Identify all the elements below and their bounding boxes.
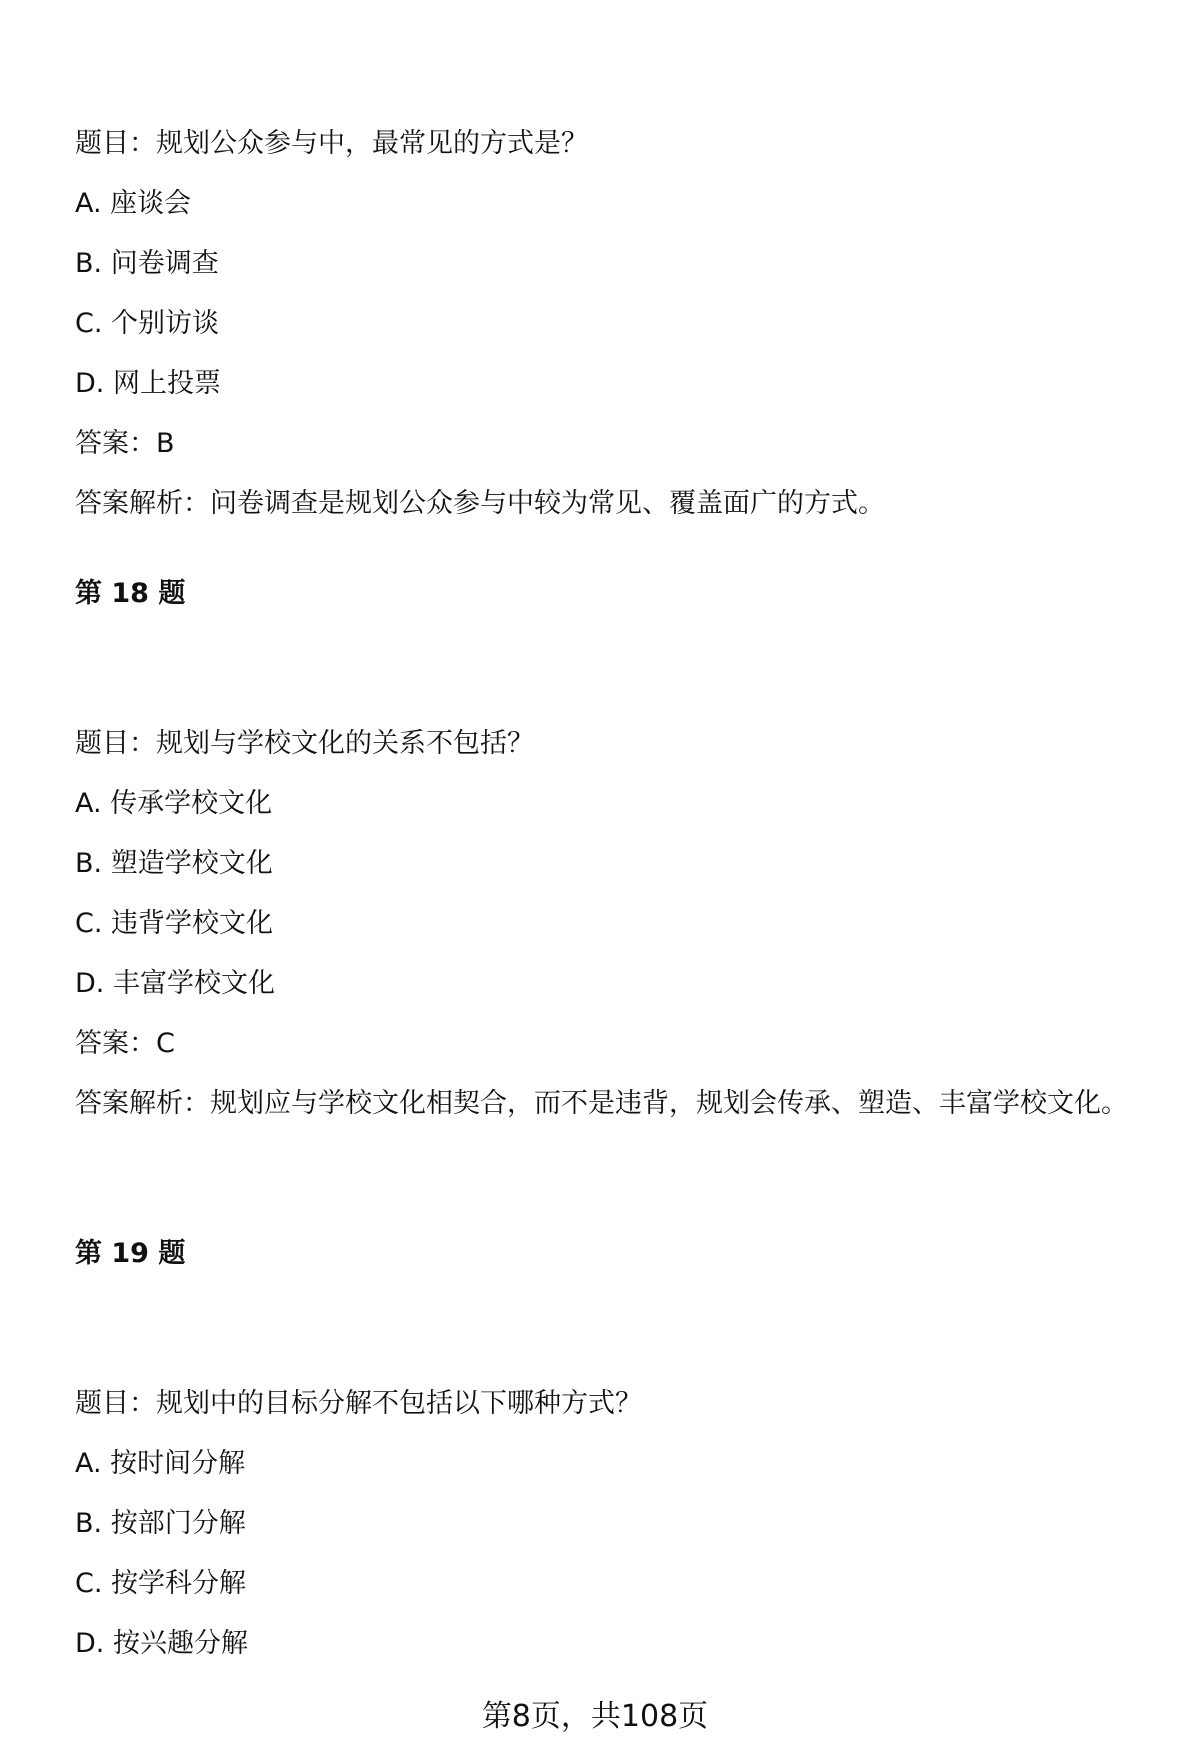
question-17-option-b: B. 问卷调查 bbox=[75, 248, 219, 279]
question-18-option-b: B. 塑造学校文化 bbox=[75, 848, 273, 879]
question-18-option-c: C. 违背学校文化 bbox=[75, 908, 274, 939]
question-18-analysis: 答案解析：规划应与学校文化相契合，而不是违背，规划会传承、塑造、丰富学校文化。 bbox=[75, 1088, 1128, 1119]
question-18-answer: 答案：C bbox=[75, 1028, 175, 1059]
page-footer: 第8页，共108页 bbox=[481, 1699, 709, 1734]
question-18-option-d: D. 丰富学校文化 bbox=[75, 968, 275, 999]
question-17-option-c: C. 个别访谈 bbox=[75, 308, 220, 339]
question-18-option-a: A. 传承学校文化 bbox=[75, 788, 273, 819]
question-17-answer: 答案：B bbox=[75, 428, 175, 459]
question-19-option-b: B. 按部门分解 bbox=[75, 1508, 246, 1539]
question-17-text: 题目：规划公众参与中，最常见的方式是？ bbox=[75, 128, 588, 159]
question-19-option-c: C. 按学科分解 bbox=[75, 1568, 247, 1599]
question-17-option-d: D. 网上投票 bbox=[75, 368, 221, 399]
question-18-text: 题目：规划与学校文化的关系不包括？ bbox=[75, 728, 534, 759]
question-17-option-a: A. 座谈会 bbox=[75, 188, 192, 219]
question-18-heading: 第 18 题 bbox=[75, 578, 186, 609]
question-19-text: 题目：规划中的目标分解不包括以下哪种方式？ bbox=[75, 1388, 642, 1419]
question-19-heading: 第 19 题 bbox=[75, 1238, 186, 1269]
question-19-option-d: D. 按兴趣分解 bbox=[75, 1628, 248, 1659]
question-17-analysis: 答案解析：问卷调查是规划公众参与中较为常见、覆盖面广的方式。 bbox=[75, 488, 885, 519]
question-19-option-a: A. 按时间分解 bbox=[75, 1448, 246, 1479]
